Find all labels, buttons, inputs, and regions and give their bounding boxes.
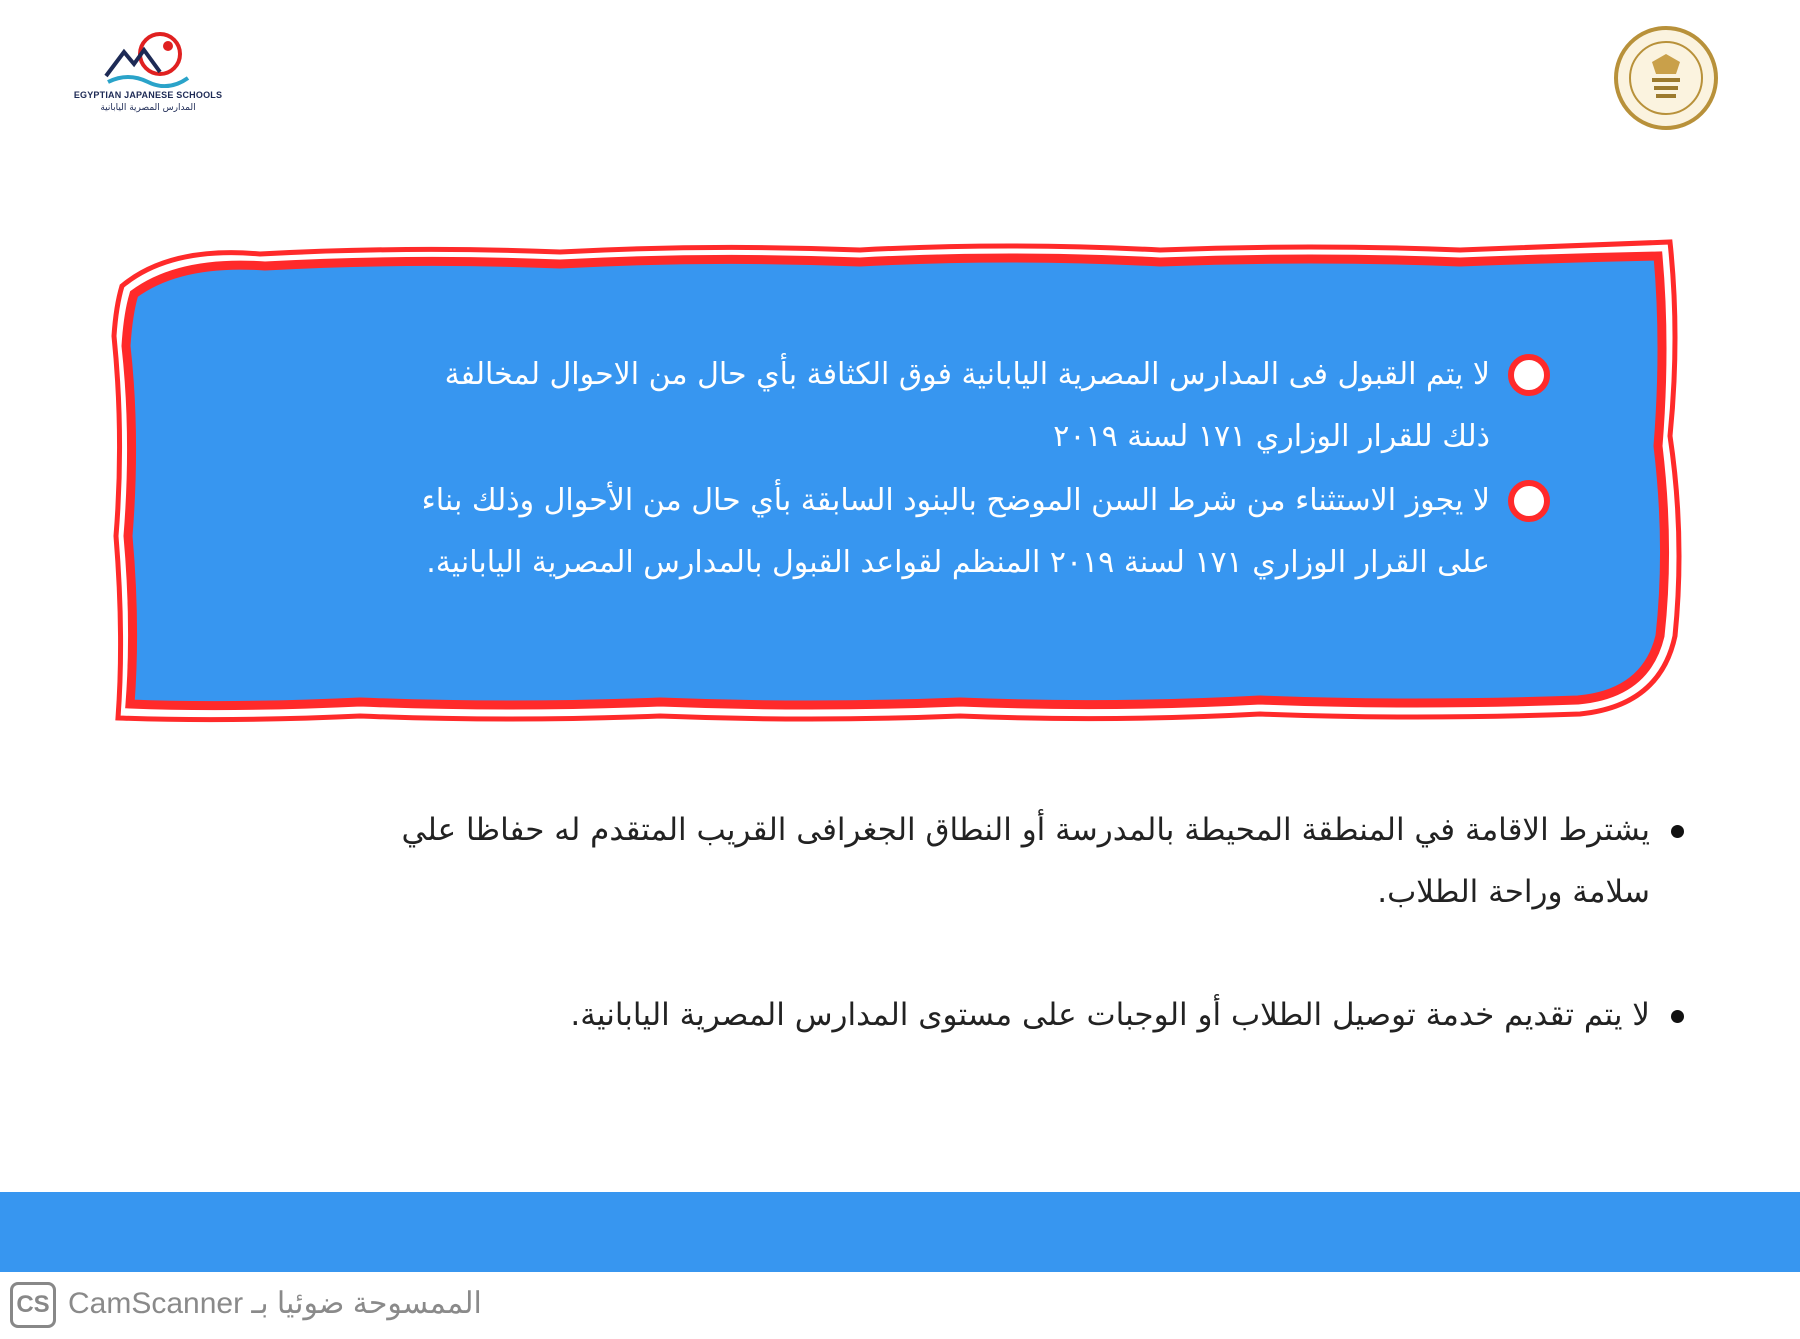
notice-item-1-line1: لا يتم القبول فى المدارس المصرية اليابانية فوق الكثافة بأي حال من الاحوال لمخالفة [444, 357, 1490, 392]
bullet-dot-icon [1671, 1010, 1684, 1023]
bullet-2-line1: لا يتم تقديم خدمة توصيل الطلاب أو الوجبات على مستوى المدارس المصرية اليابانية. [570, 997, 1650, 1033]
circle-ring-icon [1508, 480, 1550, 522]
camscanner-text: CamScanner الممسوحة ضوئيا بـ [68, 1287, 482, 1320]
bullet-1-line1: يشترط الاقامة في المنطقة المحيطة بالمدرسة أو النطاق الجغرافى القريب المتقدم له حفاظا علي [401, 812, 1650, 848]
footer-band [0, 1192, 1800, 1272]
bullet-1-line2: سلامة وراحة الطلاب. [1377, 874, 1650, 910]
camscanner-watermark [10, 1280, 530, 1328]
notice-box-items [110, 236, 1690, 730]
camscanner-logo-icon: CS [10, 1282, 56, 1328]
ministry-seal [1612, 24, 1720, 132]
notice-item-1-line2: ذلك للقرار الوزاري ١٧١ لسنة ٢٠١٩ [1053, 419, 1490, 454]
ministry-of-education-seal-icon [1612, 24, 1720, 132]
egyptian-japanese-schools-logo [68, 28, 228, 124]
notice-item-2-line2: على القرار الوزاري ١٧١ لسنة ٢٠١٩ المنظم لقواعد القبول بالمدارس المصرية اليابانية. [426, 545, 1490, 580]
logo-name-ar: المدارس المصرية اليابانية [100, 103, 196, 113]
notice-box [110, 236, 1690, 730]
mountains-sun-logo-icon [98, 28, 198, 88]
logo-name-en: EGYPTIAN JAPANESE SCHOOLS [73, 90, 223, 100]
circle-ring-icon [1508, 354, 1550, 396]
bullet-dot-icon [1671, 825, 1684, 838]
notice-item-2-line1: لا يجوز الاستثناء من شرط السن الموضح بالبنود السابقة بأي حال من الأحوال وذلك بناء [421, 483, 1490, 518]
